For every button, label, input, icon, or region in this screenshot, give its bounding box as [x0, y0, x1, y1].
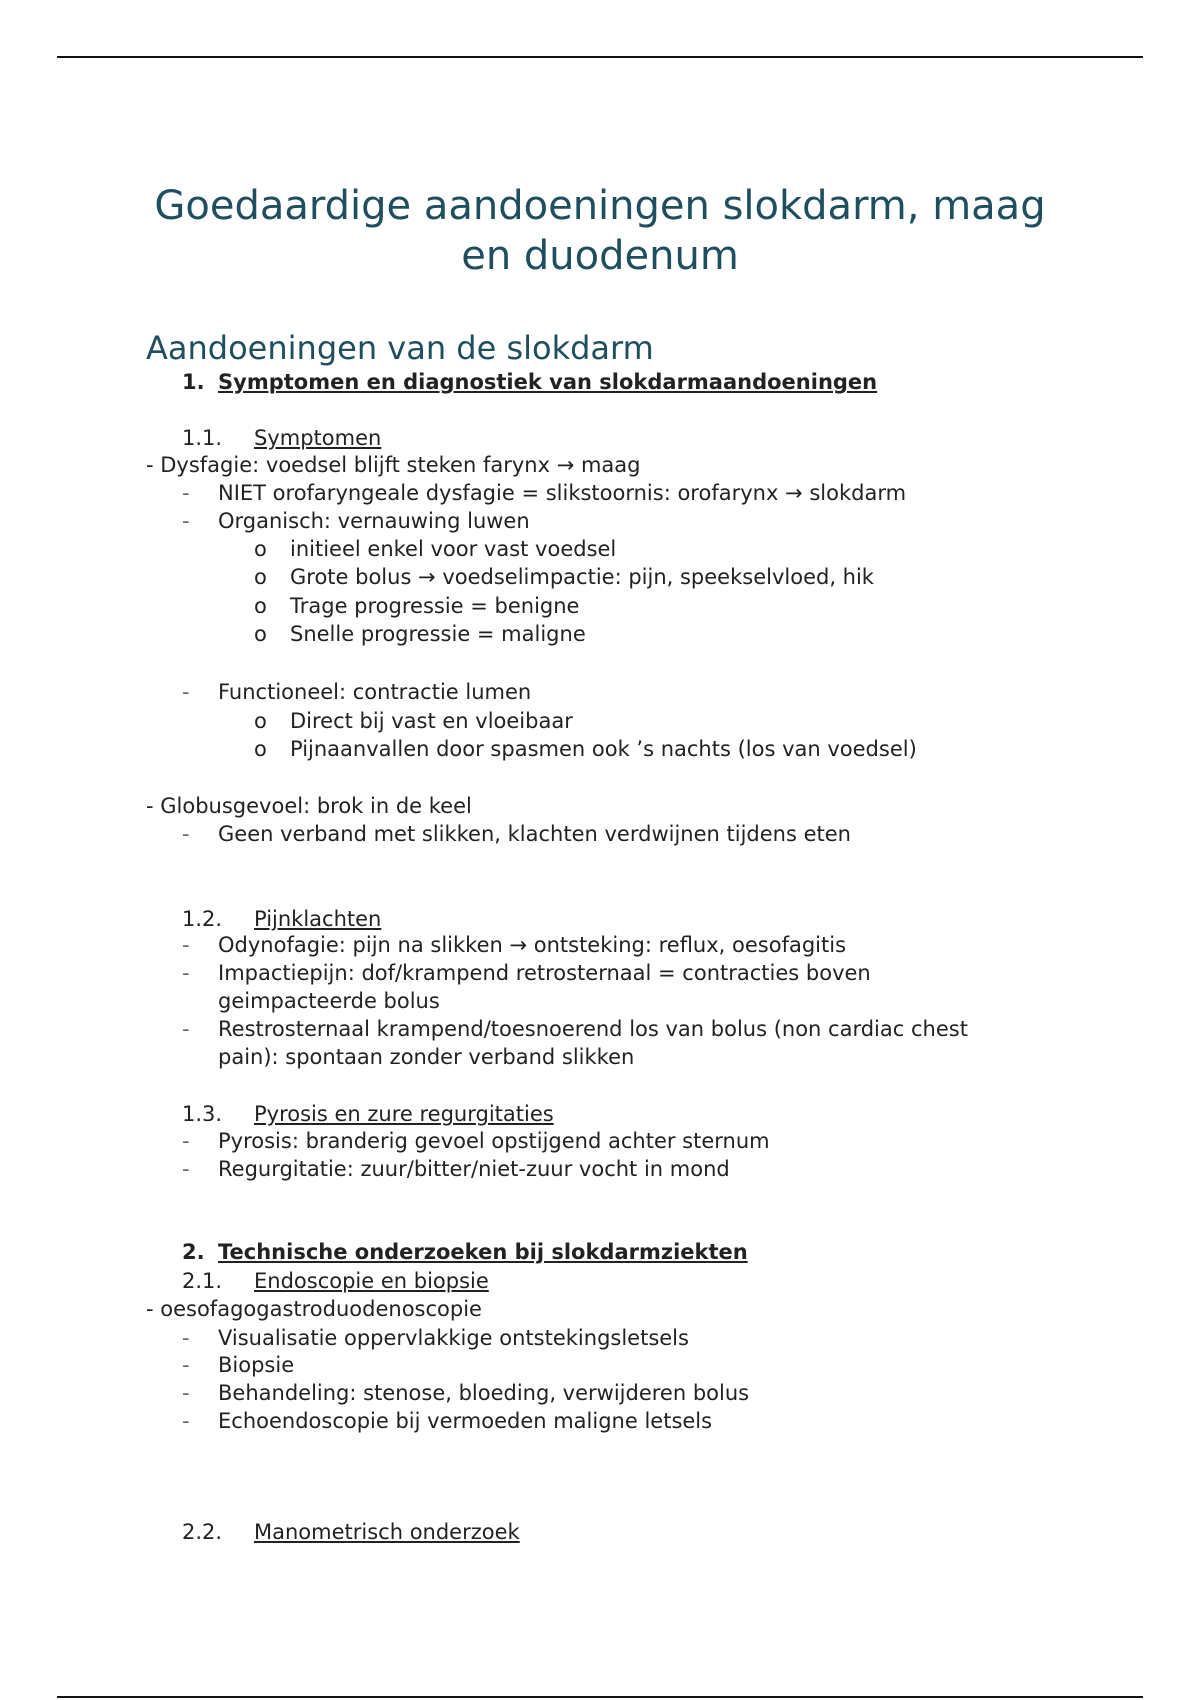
section-2-heading [182, 1242, 748, 1263]
list-item: Behandeling: stenose, bloeding, verwijderen bolus [218, 1381, 750, 1405]
dysfagie-line: - Dysfagie: voedsel blijft steken farynx → maag [146, 453, 641, 477]
oesofago-line: - oesofagogastroduodenoscopie [146, 1297, 482, 1321]
list-item: Geen verband met slikken, klachten verdwijnen tijdens eten [218, 822, 851, 846]
list-item-continuation: geimpacteerde bolus [218, 989, 440, 1013]
globus-line: - Globusgevoel: brok in de keel [146, 794, 472, 818]
subsection-number: 1.3. [182, 1102, 223, 1126]
list-item: Functioneel: contractie lumen [218, 680, 532, 704]
sub-list-item: Trage progressie = benigne [290, 594, 580, 618]
list-item: Pyrosis: branderig gevoel opstijgend achter sternum [218, 1129, 770, 1153]
section-title: Symptomen en diagnostiek van slokdarmaandoeningen [218, 370, 878, 394]
subsection-2-1-heading [182, 1271, 489, 1292]
list-item: Organisch: vernauwing luwen [218, 509, 530, 533]
subsection-number: 2.2. [182, 1520, 223, 1544]
circle-bullet: o [254, 594, 267, 618]
circle-bullet: o [254, 622, 267, 646]
subsection-2-2-heading [182, 1522, 520, 1543]
page-title-line2: en duodenum [461, 233, 739, 279]
list-item: Visualisatie oppervlakkige ontstekingsletsels [218, 1326, 689, 1350]
dash-bullet: - [182, 680, 190, 704]
list-item: Restrosternaal krampend/toesnoerend los van bolus (non cardiac chest [218, 1017, 968, 1041]
sub-list-item: Grote bolus → voedselimpactie: pijn, speekselvloed, hik [290, 565, 874, 589]
subsection-title: Endoscopie en biopsie [254, 1269, 489, 1293]
subsection-title: Symptomen [254, 426, 382, 450]
subsection-1-1-heading [182, 428, 381, 449]
subsection-number: 1.2. [182, 907, 223, 931]
list-item-continuation: pain): spontaan zonder verband slikken [218, 1045, 635, 1069]
list-item: Odynofagie: pijn na slikken → ontsteking: reflux, oesofagitis [218, 933, 847, 957]
list-item: Echoendoscopie bij vermoeden maligne letsels [218, 1409, 713, 1433]
circle-bullet: o [254, 537, 267, 561]
dash-bullet: - [182, 933, 190, 957]
dash-bullet: - [182, 1157, 190, 1181]
dash-bullet: - [182, 822, 190, 846]
list-item: Regurgitatie: zuur/bitter/niet-zuur vocht in mond [218, 1157, 730, 1181]
subsection-title: Pijnklachten [254, 907, 382, 931]
chapter-heading: Aandoeningen van de slokdarm [146, 329, 654, 367]
dash-bullet: - [182, 1129, 190, 1153]
sub-list-item: Pijnaanvallen door spasmen ook ’s nachts (los van voedsel) [290, 737, 917, 761]
dash-bullet: - [182, 1353, 190, 1377]
dash-bullet: - [182, 481, 190, 505]
sub-list-item: initieel enkel voor vast voedsel [290, 537, 617, 561]
circle-bullet: o [254, 709, 267, 733]
dash-bullet: - [182, 1409, 190, 1433]
section-number: 1. [182, 370, 205, 394]
bottom-rule [57, 1696, 1143, 1698]
subsection-number: 1.1. [182, 426, 223, 450]
list-item: Biopsie [218, 1353, 295, 1377]
circle-bullet: o [254, 737, 267, 761]
section-1-heading [182, 372, 877, 393]
section-number: 2. [182, 1240, 205, 1264]
list-item: NIET orofaryngeale dysfagie = slikstoornis: orofarynx → slokdarm [218, 481, 907, 505]
sub-list-item: Snelle progressie = maligne [290, 622, 586, 646]
sub-list-item: Direct bij vast en vloeibaar [290, 709, 573, 733]
dash-bullet: - [182, 1381, 190, 1405]
dash-bullet: - [182, 1326, 190, 1350]
subsection-title: Manometrisch onderzoek [254, 1520, 520, 1544]
top-rule [57, 56, 1143, 58]
list-item: Impactiepijn: dof/krampend retrosternaal = contracties boven [218, 961, 871, 985]
dash-bullet: - [182, 509, 190, 533]
dash-bullet: - [182, 961, 190, 985]
subsection-number: 2.1. [182, 1269, 223, 1293]
page-title-line1: Goedaardige aandoeningen slokdarm, maag [154, 183, 1046, 229]
subsection-1-2-heading [182, 909, 381, 930]
subsection-1-3-heading [182, 1104, 554, 1125]
dash-bullet: - [182, 1017, 190, 1041]
circle-bullet: o [254, 565, 267, 589]
section-title: Technische onderzoeken bij slokdarmziekten [218, 1240, 748, 1264]
subsection-title: Pyrosis en zure regurgitaties [254, 1102, 554, 1126]
